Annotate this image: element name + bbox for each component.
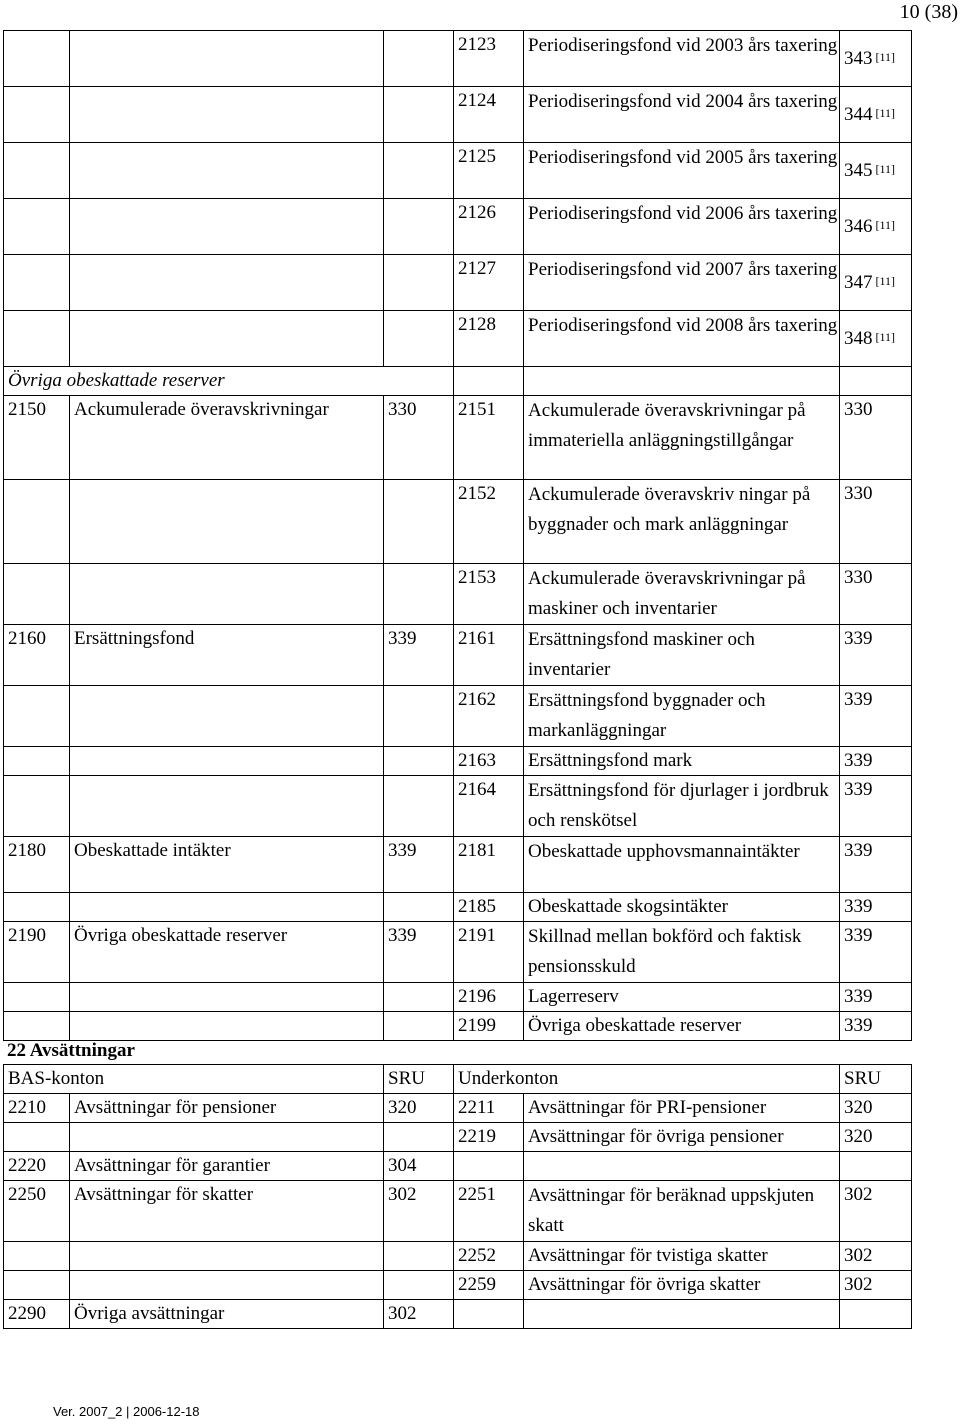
bas-account-code	[4, 199, 70, 255]
bas-sru-code: 330	[384, 396, 454, 480]
bas-sru-code	[384, 686, 454, 747]
bas-sru-code	[384, 1123, 454, 1152]
bas-sru-code	[384, 983, 454, 1012]
header-sub-sru: SRU	[840, 1065, 912, 1094]
sub-account-code: 2163	[454, 747, 524, 776]
bas-account-code	[4, 564, 70, 625]
sub-sru-code: 339	[840, 893, 912, 922]
bas-account-code	[4, 1123, 70, 1152]
bas-account-code	[4, 747, 70, 776]
bas-account-name	[70, 686, 384, 747]
table-row	[4, 87, 912, 143]
bas-account-code	[4, 1271, 70, 1300]
table-row	[4, 1271, 912, 1300]
bas-account-code: 2290	[4, 1300, 70, 1329]
bas-account-name	[70, 893, 384, 922]
section-heading: 22 Avsättningar	[7, 1040, 135, 1061]
sub-account-code: 2164	[454, 776, 524, 837]
table-row	[4, 1300, 912, 1329]
reference-footnote: [11]	[875, 106, 896, 120]
bas-account-code	[4, 776, 70, 837]
sub-sru-code: 330	[840, 480, 912, 564]
bas-account-name	[70, 480, 384, 564]
sub-account-name: Periodiseringsfond vid 2004 års taxering	[524, 87, 840, 143]
reference-footnote: [11]	[875, 274, 896, 288]
bas-account-name	[70, 1012, 384, 1041]
sub-account-code: 2196	[454, 983, 524, 1012]
sub-account-name: Avsättningar för tvistiga skatter	[524, 1242, 840, 1271]
sub-account-code: 2219	[454, 1123, 524, 1152]
bas-sru-code	[384, 143, 454, 199]
bas-sru-code: 304	[384, 1152, 454, 1181]
sub-sru-code	[840, 31, 912, 87]
bas-sru-code	[384, 87, 454, 143]
sub-sru-code: 339	[840, 983, 912, 1012]
bas-account-code	[4, 143, 70, 199]
sub-sru-code: 302	[840, 1271, 912, 1300]
sub-sru-code: 302	[840, 1242, 912, 1271]
bas-account-code	[4, 686, 70, 747]
bas-account-code	[4, 1242, 70, 1271]
bas-account-code: 2210	[4, 1094, 70, 1123]
table-row	[4, 143, 912, 199]
bas-account-name	[70, 564, 384, 625]
bas-account-name: Ackumulerade överavskrivningar	[70, 396, 384, 480]
bas-account-name	[70, 1123, 384, 1152]
sub-account-code	[454, 1152, 524, 1181]
avsattningar-table	[3, 1064, 912, 1329]
sub-account-code: 2251	[454, 1181, 524, 1242]
bas-account-name	[70, 255, 384, 311]
sru-value: 344	[844, 104, 873, 125]
table-row	[4, 1123, 912, 1152]
sub-account-code: 2152	[454, 480, 524, 564]
sub-account-code	[454, 367, 524, 396]
sub-account-name: Ersättningsfond maskiner och inventarier	[524, 625, 840, 686]
sub-account-name: Periodiseringsfond vid 2005 års taxering	[524, 143, 840, 199]
sub-sru-code	[840, 1152, 912, 1181]
bas-account-name: Övriga obeskattade reserver	[70, 922, 384, 983]
bas-account-code: 2250	[4, 1181, 70, 1242]
category-label: Övriga obeskattade reserver	[4, 367, 454, 396]
table-row	[4, 31, 912, 87]
bas-sru-code	[384, 480, 454, 564]
sub-sru-code: 339	[840, 747, 912, 776]
table-row	[4, 893, 912, 922]
bas-account-code: 2180	[4, 837, 70, 893]
bas-account-code	[4, 87, 70, 143]
bas-account-name	[70, 747, 384, 776]
header-sru: SRU	[384, 1065, 454, 1094]
sub-sru-code: 330	[840, 564, 912, 625]
bas-account-code	[4, 255, 70, 311]
sub-sru-code	[840, 87, 912, 143]
sub-account-name	[524, 367, 840, 396]
sru-value: 346	[844, 216, 873, 237]
table-row	[4, 1242, 912, 1271]
sub-account-name: Avsättningar för PRI-pensioner	[524, 1094, 840, 1123]
obeskattade-reserver-table	[3, 30, 912, 1041]
sub-account-name	[524, 1300, 840, 1329]
bas-sru-code: 302	[384, 1300, 454, 1329]
bas-account-name	[70, 87, 384, 143]
table-row	[4, 625, 912, 686]
sub-sru-code	[840, 143, 912, 199]
sub-sru-code	[840, 255, 912, 311]
footer-version: Ver. 2007_2 | 2006-12-18	[53, 1404, 200, 1419]
bas-account-name: Obeskattade intäkter	[70, 837, 384, 893]
sub-account-code: 2199	[454, 1012, 524, 1041]
sub-account-code: 2162	[454, 686, 524, 747]
sub-account-code	[454, 1300, 524, 1329]
bas-account-name	[70, 31, 384, 87]
table-header-row	[4, 1065, 912, 1094]
bas-account-name	[70, 1271, 384, 1300]
bas-sru-code	[384, 1242, 454, 1271]
sub-account-name: Avsättningar för beräknad uppskjuten skatt	[524, 1181, 840, 1242]
table-row	[4, 255, 912, 311]
sru-value: 347	[844, 272, 873, 293]
reference-footnote: [11]	[875, 162, 896, 176]
bas-account-code	[4, 983, 70, 1012]
sub-account-name: Avsättningar för övriga skatter	[524, 1271, 840, 1300]
bas-account-code: 2160	[4, 625, 70, 686]
sub-sru-code: 339	[840, 837, 912, 893]
bas-account-code	[4, 480, 70, 564]
sub-account-name: Obeskattade skogsintäkter	[524, 893, 840, 922]
bas-sru-code: 339	[384, 837, 454, 893]
sub-account-code: 2211	[454, 1094, 524, 1123]
bas-account-name	[70, 983, 384, 1012]
sub-account-name: Periodiseringsfond vid 2006 års taxering	[524, 199, 840, 255]
table-row	[4, 199, 912, 255]
sub-sru-code	[840, 1300, 912, 1329]
reference-footnote: [11]	[875, 218, 896, 232]
table-row	[4, 1152, 912, 1181]
sub-account-name: Periodiseringsfond vid 2007 års taxering	[524, 255, 840, 311]
bas-sru-code	[384, 255, 454, 311]
sub-account-name: Ackumulerade överavskrivningar på immateriella anläggningstillgångar	[524, 396, 840, 480]
sub-account-code: 2125	[454, 143, 524, 199]
sub-account-code: 2151	[454, 396, 524, 480]
bas-account-code: 2150	[4, 396, 70, 480]
bas-sru-code	[384, 747, 454, 776]
bas-account-code	[4, 893, 70, 922]
sub-account-code: 2124	[454, 87, 524, 143]
table-row	[4, 311, 912, 367]
page-number: 10 (38)	[899, 1, 958, 23]
bas-account-code: 2220	[4, 1152, 70, 1181]
bas-account-name	[70, 1242, 384, 1271]
table-row	[4, 564, 912, 625]
sub-sru-code	[840, 199, 912, 255]
bas-sru-code	[384, 199, 454, 255]
table-row	[4, 983, 912, 1012]
sub-account-name: Obeskattade upphovsmannaintäkter	[524, 837, 840, 893]
bas-sru-code	[384, 893, 454, 922]
bas-sru-code: 302	[384, 1181, 454, 1242]
sub-sru-code: 320	[840, 1123, 912, 1152]
bas-account-name	[70, 143, 384, 199]
bas-account-name: Avsättningar för pensioner	[70, 1094, 384, 1123]
sub-account-name: Periodiseringsfond vid 2003 års taxering	[524, 31, 840, 87]
table-row	[4, 480, 912, 564]
header-underkonton: Underkonton	[454, 1065, 840, 1094]
sub-account-code: 2126	[454, 199, 524, 255]
sub-sru-code: 330	[840, 396, 912, 480]
table-row	[4, 686, 912, 747]
bas-account-code	[4, 311, 70, 367]
bas-sru-code	[384, 1271, 454, 1300]
sub-account-code: 2185	[454, 893, 524, 922]
table-row	[4, 1181, 912, 1242]
sub-account-name: Avsättningar för övriga pensioner	[524, 1123, 840, 1152]
bas-sru-code: 339	[384, 922, 454, 983]
table-row	[4, 747, 912, 776]
sub-sru-code	[840, 367, 912, 396]
sub-account-name: Skillnad mellan bokförd och faktisk pensionsskuld	[524, 922, 840, 983]
bas-account-code	[4, 1012, 70, 1041]
sub-sru-code: 302	[840, 1181, 912, 1242]
sub-account-name: Ackumulerade överavskrivningar på maskiner och inventarier	[524, 564, 840, 625]
sub-account-code: 2123	[454, 31, 524, 87]
reference-footnote: [11]	[875, 50, 896, 64]
bas-account-name: Övriga avsättningar	[70, 1300, 384, 1329]
sub-account-code: 2259	[454, 1271, 524, 1300]
bas-account-name: Ersättningsfond	[70, 625, 384, 686]
sub-account-name: Ersättningsfond mark	[524, 747, 840, 776]
sub-account-code: 2127	[454, 255, 524, 311]
bas-sru-code	[384, 31, 454, 87]
table-row	[4, 776, 912, 837]
sub-sru-code: 339	[840, 686, 912, 747]
sub-account-name: Lagerreserv	[524, 983, 840, 1012]
sub-sru-code: 339	[840, 1012, 912, 1041]
table-row	[4, 1012, 912, 1041]
sub-sru-code	[840, 311, 912, 367]
sru-value: 343	[844, 48, 873, 69]
sub-account-code: 2161	[454, 625, 524, 686]
table-row	[4, 1094, 912, 1123]
bas-sru-code: 339	[384, 625, 454, 686]
sub-account-name: Ersättningsfond byggnader och markanläggningar	[524, 686, 840, 747]
sub-account-name: Ersättningsfond för djurlager i jordbruk och renskötsel	[524, 776, 840, 837]
bas-account-code	[4, 31, 70, 87]
bas-account-name: Avsättningar för garantier	[70, 1152, 384, 1181]
table-row	[4, 396, 912, 480]
bas-sru-code	[384, 564, 454, 625]
bas-sru-code	[384, 776, 454, 837]
sub-account-name: Övriga obeskattade reserver	[524, 1012, 840, 1041]
bas-account-code: 2190	[4, 922, 70, 983]
sru-value: 345	[844, 160, 873, 181]
bas-account-name	[70, 311, 384, 367]
sub-sru-code: 339	[840, 625, 912, 686]
reference-footnote: [11]	[875, 330, 896, 344]
sru-value: 348	[844, 328, 873, 349]
sub-sru-code: 339	[840, 922, 912, 983]
sub-account-code: 2252	[454, 1242, 524, 1271]
table-row	[4, 837, 912, 893]
sub-account-code: 2181	[454, 837, 524, 893]
category-row	[4, 367, 912, 396]
bas-account-name: Avsättningar för skatter	[70, 1181, 384, 1242]
sub-account-code: 2191	[454, 922, 524, 983]
bas-sru-code	[384, 1012, 454, 1041]
bas-account-name	[70, 776, 384, 837]
bas-sru-code: 320	[384, 1094, 454, 1123]
sub-account-code: 2128	[454, 311, 524, 367]
sub-sru-code: 320	[840, 1094, 912, 1123]
sub-sru-code: 339	[840, 776, 912, 837]
header-bas-konton: BAS-konton	[4, 1065, 384, 1094]
sub-account-name: Periodiseringsfond vid 2008 års taxering	[524, 311, 840, 367]
bas-account-name	[70, 199, 384, 255]
sub-account-name: Ackumulerade överavskriv ningar på byggnader och mark anläggningar	[524, 480, 840, 564]
bas-sru-code	[384, 311, 454, 367]
sub-account-code: 2153	[454, 564, 524, 625]
sub-account-name	[524, 1152, 840, 1181]
table-row	[4, 922, 912, 983]
